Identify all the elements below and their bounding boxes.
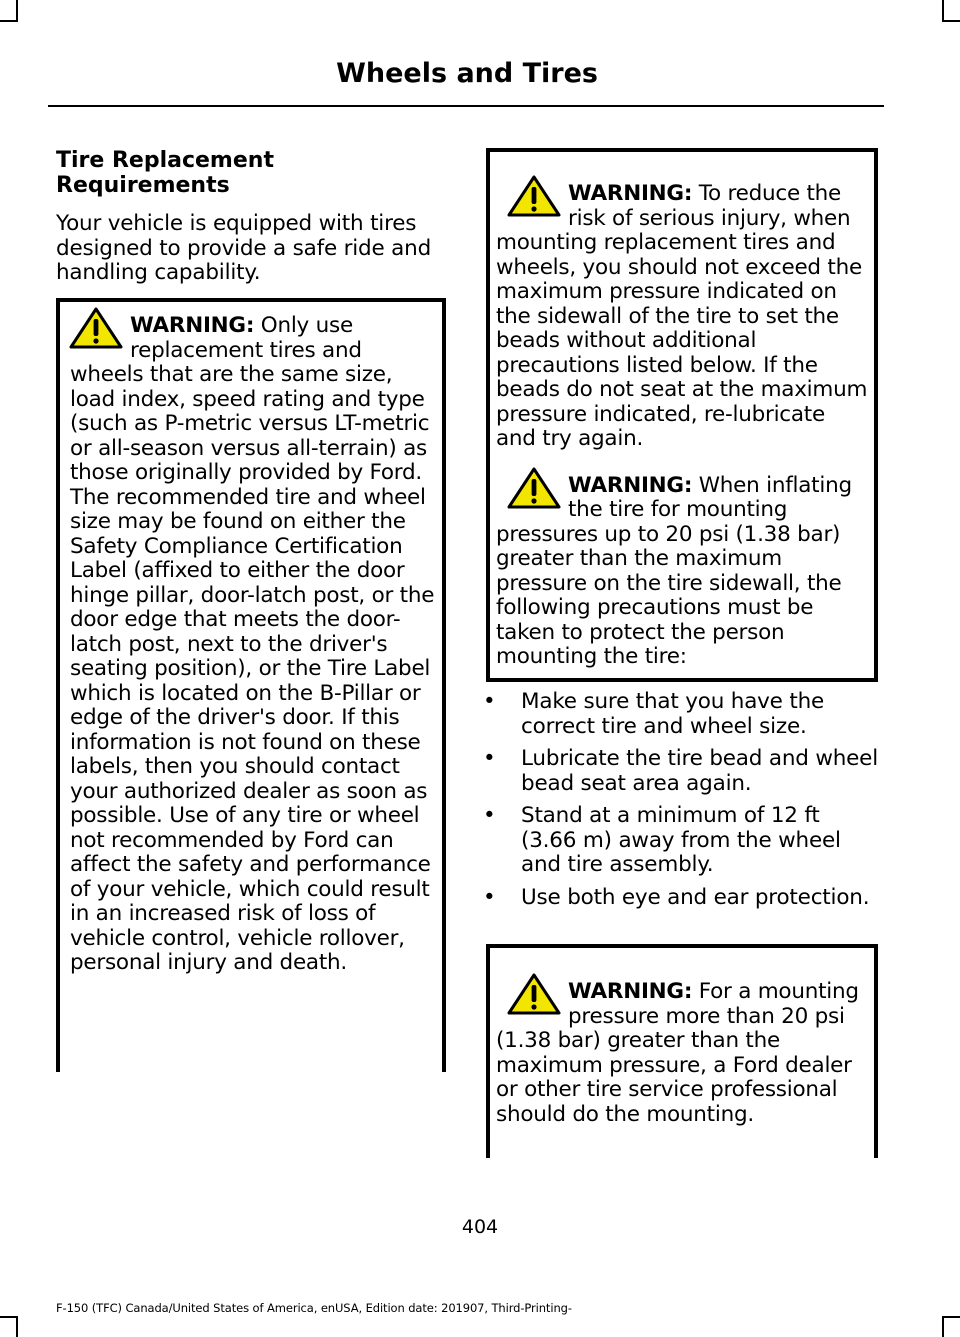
crop-mark <box>16 1316 18 1337</box>
warning-box-3 <box>486 944 878 1158</box>
bullet-icon: • <box>483 746 496 771</box>
section-title-line2: Requirements <box>56 173 230 198</box>
list-item <box>480 804 880 878</box>
bullet-icon: • <box>483 803 496 828</box>
warning-label: WARNING: <box>568 979 693 1004</box>
section-title <box>56 148 436 198</box>
list-item-text: Use both eye and ear protection. <box>521 884 870 910</box>
crop-mark <box>942 0 944 22</box>
warning-box-2 <box>486 148 878 682</box>
precaution-list <box>480 690 880 918</box>
warning-label: WARNING: <box>568 181 693 206</box>
warning-text-4: For a mounting pressure more than 20 psi (1.38 bar) greater than the maximum pressure, a Ford dealer or other tire service professional should do the mounting. <box>496 979 859 1127</box>
warning-text-3: When inflating the tire for mounting pressures up to 20 psi (1.38 bar) greater than the maximum pressure on the tire sidewall, the following precautions must be taken to protect the person mounting the tire: <box>496 472 852 669</box>
warning-text-2: To reduce the risk of serious injury, when mounting replacement tires and wheels, you should not exceed the maximum pressure indicated on the sidewall of the tire to set the beads without additional precautions listed below. If the beads do not seat at the maximum pressure indicated, re-lubricate and try again. <box>496 181 868 451</box>
warning-triangle-icon <box>506 174 562 218</box>
intro-paragraph: Your vehicle is equipped with tires designed to provide a safe ride and handling capability. <box>56 211 432 285</box>
footer-edition-info: F-150 (TFC) Canada/United States of America, enUSA, Edition date: 201907, Third-Printing- <box>56 1301 572 1315</box>
crop-mark <box>0 1316 18 1318</box>
list-item-text: Make sure that you have the correct tire and wheel size. <box>521 689 825 739</box>
crop-mark <box>0 20 18 22</box>
list-item <box>480 886 880 911</box>
warning-triangle-icon <box>68 306 124 350</box>
warning-triangle-icon <box>506 466 562 510</box>
warning-box-1 <box>56 298 446 1072</box>
crop-mark <box>942 20 960 22</box>
section-title-line1: Tire Replacement <box>56 148 274 173</box>
warning-text-1: Only use replacement tires and wheels that are the same size, load index, speed rating and type (such as P-metric versus LT-metric or all-season versus all-terrain) as those originally provided by Ford. The recommended tire and wheel size may be found on either the Safety Compliance Certification Label (affixed to either the door hinge pillar, door-latch post, or the door edge that meets the door-latch post, next to the driver's seating position), or the Tire Label which is located on the B-Pillar or edge of the driver's door. If this information is not found on these labels, then you should contact your authorized dealer as soon as possible. Use of any tire or wheel not recommended by Ford can affect the safety and performance of your vehicle, which could result in an increased risk of loss of vehicle control, vehicle rollover, personal injury and death. <box>70 313 435 975</box>
list-item <box>480 747 880 796</box>
list-item-text: Stand at a minimum of 12 ft (3.66 m) away from the wheel and tire assembly. <box>521 803 841 877</box>
page-header-title: Wheels and Tires <box>336 58 598 89</box>
crop-mark <box>16 0 18 22</box>
header-divider <box>48 105 884 107</box>
page-number: 404 <box>461 1216 499 1238</box>
crop-mark <box>942 1316 960 1318</box>
warning-label: WARNING: <box>568 472 693 498</box>
crop-mark <box>942 1316 944 1337</box>
bullet-icon: • <box>483 689 496 714</box>
list-item-text: Lubricate the tire bead and wheel bead seat area again. <box>521 746 878 796</box>
bullet-icon: • <box>483 884 496 910</box>
warning-triangle-icon <box>506 972 562 1016</box>
warning-label: WARNING: <box>130 313 255 338</box>
list-item <box>480 690 880 739</box>
